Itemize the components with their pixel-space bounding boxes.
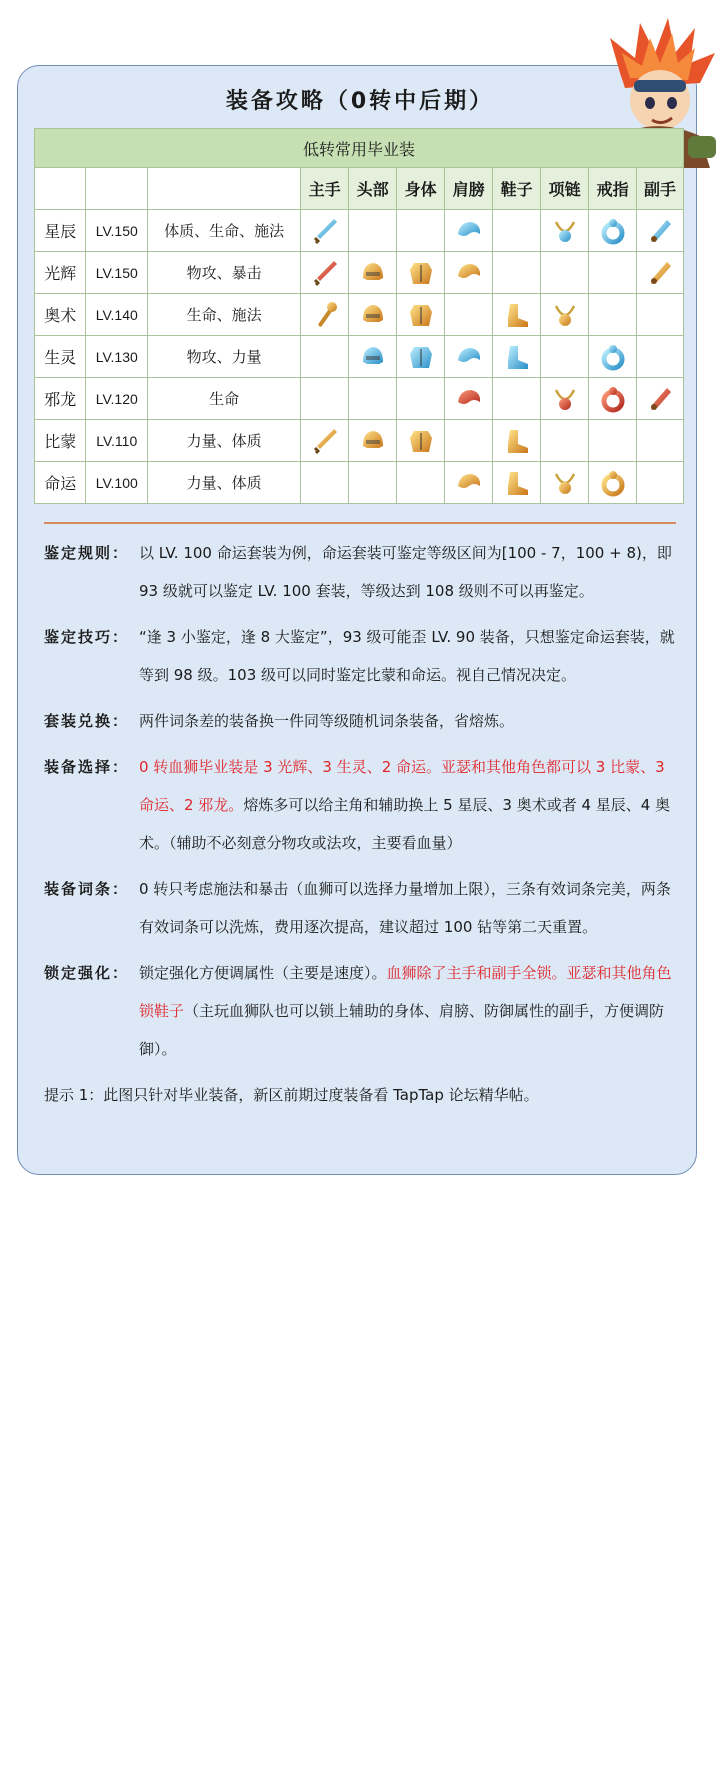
necklace-icon[interactable] <box>550 384 580 414</box>
equipment-cell[interactable] <box>589 336 637 378</box>
equipment-cell[interactable] <box>301 294 349 336</box>
body-text: 熔炼多可以给主角和辅助换上 5 星辰、3 奥术或者 4 星辰、4 奥术。（辅助不必刻意分物攻或法攻，主要看血量） <box>139 796 671 852</box>
rule-text <box>139 618 680 694</box>
equipment-cell <box>589 294 637 336</box>
table-row <box>35 378 684 420</box>
offhand-icon[interactable] <box>645 258 675 288</box>
tip-note: 提示 1：此图只针对毕业装备，新区前期过度装备看 TapTap 论坛精华帖。 <box>44 1086 539 1104</box>
rule-label: 装备词条： <box>44 880 130 898</box>
equipment-cell[interactable] <box>349 294 397 336</box>
sword-icon[interactable] <box>310 426 340 456</box>
shoulder-icon[interactable] <box>454 258 484 288</box>
rules-section <box>44 534 680 1114</box>
set-attributes: 生命、施法 <box>148 294 301 336</box>
helmet-icon[interactable] <box>358 300 388 330</box>
armor-icon[interactable] <box>406 300 436 330</box>
highlight-text: 血狮除了主手和副手全锁。亚瑟和其他角色锁鞋子 <box>139 964 672 1020</box>
set-name: 邪龙 <box>35 378 86 420</box>
boots-icon[interactable] <box>502 426 532 456</box>
rule-item <box>44 534 680 610</box>
empty-header-cell <box>35 168 86 210</box>
set-level: LV.150 <box>86 210 148 252</box>
set-name: 光辉 <box>35 252 86 294</box>
equipment-cell[interactable] <box>541 462 589 504</box>
section-divider <box>44 522 676 524</box>
rule-text <box>139 954 680 1068</box>
equipment-cell[interactable] <box>541 210 589 252</box>
set-name: 命运 <box>35 462 86 504</box>
rule-item <box>44 748 680 862</box>
table-row <box>35 462 684 504</box>
boots-icon[interactable] <box>502 468 532 498</box>
sword-icon[interactable] <box>310 216 340 246</box>
set-name: 生灵 <box>35 336 86 378</box>
equipment-cell <box>637 294 684 336</box>
armor-icon[interactable] <box>406 342 436 372</box>
boots-icon[interactable] <box>502 300 532 330</box>
rule-label: 鉴定技巧： <box>44 628 130 646</box>
helmet-icon[interactable] <box>358 342 388 372</box>
equipment-cell <box>637 420 684 462</box>
helmet-icon[interactable] <box>358 426 388 456</box>
body-text: “逢 3 小鉴定，逢 8 大鉴定”，93 级可能歪 LV. 90 装备，只想鉴定命运套装，就等到 98 级。103 级可以同时鉴定比蒙和命运。视自己情况决定。 <box>139 628 675 684</box>
table-row <box>35 294 684 336</box>
set-level: LV.140 <box>86 294 148 336</box>
set-name: 奥术 <box>35 294 86 336</box>
highlight-text: 0 转血狮毕业装是 3 光辉、3 生灵、2 命运。亚瑟和其他角色都可以 3 比蒙、3 命运、2 邪龙。 <box>139 758 665 814</box>
equipment-cell[interactable] <box>397 294 445 336</box>
equipment-cell <box>397 210 445 252</box>
equipment-cell <box>445 420 493 462</box>
page-title: 装备攻略（0转中后期） <box>225 89 495 114</box>
set-name: 比蒙 <box>35 420 86 462</box>
equipment-cell[interactable] <box>637 378 684 420</box>
set-attributes: 物攻、暴击 <box>148 252 301 294</box>
set-attributes: 体质、生命、施法 <box>148 210 301 252</box>
set-attributes: 生命 <box>148 378 301 420</box>
equipment-cell <box>445 294 493 336</box>
equipment-cell[interactable] <box>445 462 493 504</box>
rule-text <box>139 534 680 610</box>
shoulder-icon[interactable] <box>454 384 484 414</box>
set-level: LV.120 <box>86 378 148 420</box>
equipment-cell[interactable] <box>301 252 349 294</box>
rule-label: 锁定强化： <box>44 964 130 982</box>
equipment-cell[interactable] <box>541 294 589 336</box>
equipment-cell[interactable] <box>493 420 541 462</box>
necklace-icon[interactable] <box>550 300 580 330</box>
body-text: 0 转只考虑施法和暴击（血狮可以选择力量增加上限），三条有效词条完美，两条有效词条可以洗炼，费用逐次提高，建议超过 100 钻等第二天重置。 <box>139 880 671 936</box>
equipment-cell[interactable] <box>349 336 397 378</box>
slot-header-row <box>35 168 684 210</box>
set-attributes: 物攻、力量 <box>148 336 301 378</box>
slot-header-2: 头部 <box>349 168 397 210</box>
equipment-cell[interactable] <box>589 462 637 504</box>
helmet-icon[interactable] <box>358 258 388 288</box>
equipment-cell[interactable] <box>589 378 637 420</box>
equipment-cell[interactable] <box>349 420 397 462</box>
set-level: LV.150 <box>86 252 148 294</box>
rule-label: 鉴定规则： <box>44 544 130 562</box>
ring-icon[interactable] <box>598 216 628 246</box>
equipment-cell[interactable] <box>301 210 349 252</box>
boots-icon[interactable] <box>502 342 532 372</box>
equipment-cell <box>541 336 589 378</box>
equipment-cell[interactable] <box>445 252 493 294</box>
set-attributes: 力量、体质 <box>148 462 301 504</box>
body-text: 以 LV. 100 命运套装为例，命运套装可鉴定等级区间为[100 - 7，100 + 8)，即 93 级就可以鉴定 LV. 100 套装，等级达到 108 级则不可以再鉴定。 <box>139 544 672 600</box>
necklace-icon[interactable] <box>550 468 580 498</box>
equipment-cell[interactable] <box>397 252 445 294</box>
rule-text <box>139 702 680 740</box>
equipment-cell[interactable] <box>397 336 445 378</box>
rule-item <box>44 618 680 694</box>
rule-label: 装备选择： <box>44 758 130 776</box>
empty-header-cell <box>86 168 148 210</box>
equipment-cell <box>349 378 397 420</box>
table-row <box>35 336 684 378</box>
body-text: （主玩血狮队也可以锁上辅助的身体、肩膀、防御属性的副手，方便调防御）。 <box>139 1002 665 1058</box>
offhand-icon[interactable] <box>645 384 675 414</box>
equipment-cell <box>589 252 637 294</box>
slot-header-6: 项链 <box>541 168 589 210</box>
set-level: LV.100 <box>86 462 148 504</box>
shoulder-icon[interactable] <box>454 216 484 246</box>
rule-text <box>139 748 680 862</box>
table-row <box>35 210 684 252</box>
slot-header-5: 鞋子 <box>493 168 541 210</box>
set-level: LV.110 <box>86 420 148 462</box>
equipment-cell[interactable] <box>493 294 541 336</box>
equipment-cell <box>301 462 349 504</box>
equipment-cell[interactable] <box>589 210 637 252</box>
equipment-cell <box>493 378 541 420</box>
equipment-cell[interactable] <box>637 252 684 294</box>
slot-header-8: 副手 <box>637 168 684 210</box>
rule-text <box>139 870 680 946</box>
equipment-cell <box>589 420 637 462</box>
empty-header-cell <box>148 168 301 210</box>
rule-item <box>44 870 680 946</box>
equipment-cell <box>637 462 684 504</box>
equipment-cell[interactable] <box>445 210 493 252</box>
equipment-cell[interactable] <box>349 252 397 294</box>
equipment-cell[interactable] <box>541 378 589 420</box>
shoulder-icon[interactable] <box>454 468 484 498</box>
table-row <box>35 420 684 462</box>
table-row <box>35 252 684 294</box>
equipment-cell[interactable] <box>493 336 541 378</box>
set-level: LV.130 <box>86 336 148 378</box>
equipment-cell <box>397 378 445 420</box>
ring-icon[interactable] <box>598 384 628 414</box>
slot-header-4: 肩膀 <box>445 168 493 210</box>
equipment-cell[interactable] <box>397 420 445 462</box>
slot-header-7: 戒指 <box>589 168 637 210</box>
equipment-cell <box>301 378 349 420</box>
equipment-cell <box>397 462 445 504</box>
equipment-cell <box>541 252 589 294</box>
ring-icon[interactable] <box>598 468 628 498</box>
equipment-cell <box>493 252 541 294</box>
equipment-cell <box>349 210 397 252</box>
equipment-cell <box>493 210 541 252</box>
ring-icon[interactable] <box>598 342 628 372</box>
body-text: 锁定强化方便调属性（主要是速度）。 <box>139 964 387 982</box>
equipment-cell <box>301 336 349 378</box>
sword-icon[interactable] <box>310 258 340 288</box>
equipment-cell <box>637 336 684 378</box>
armor-icon[interactable] <box>406 258 436 288</box>
armor-icon[interactable] <box>406 426 436 456</box>
set-attributes: 力量、体质 <box>148 420 301 462</box>
shoulder-icon[interactable] <box>454 342 484 372</box>
equipment-cell <box>541 420 589 462</box>
slot-header-3: 身体 <box>397 168 445 210</box>
offhand-icon[interactable] <box>645 216 675 246</box>
rule-item <box>44 954 680 1068</box>
set-name: 星辰 <box>35 210 86 252</box>
equipment-cell[interactable] <box>493 462 541 504</box>
necklace-icon[interactable] <box>550 216 580 246</box>
rule-label: 套装兑换： <box>44 712 130 730</box>
staff-icon[interactable] <box>310 300 340 330</box>
rule-item <box>44 702 680 740</box>
equipment-cell[interactable] <box>637 210 684 252</box>
equipment-cell[interactable] <box>445 336 493 378</box>
equipment-cell[interactable] <box>301 420 349 462</box>
body-text: 两件词条差的装备换一件同等级随机词条装备，省熔炼。 <box>139 712 515 730</box>
table-banner: 低转常用毕业装 <box>35 129 684 168</box>
equipment-cell <box>349 462 397 504</box>
equipment-cell[interactable] <box>445 378 493 420</box>
equipment-table <box>34 128 684 504</box>
slot-header-1: 主手 <box>301 168 349 210</box>
